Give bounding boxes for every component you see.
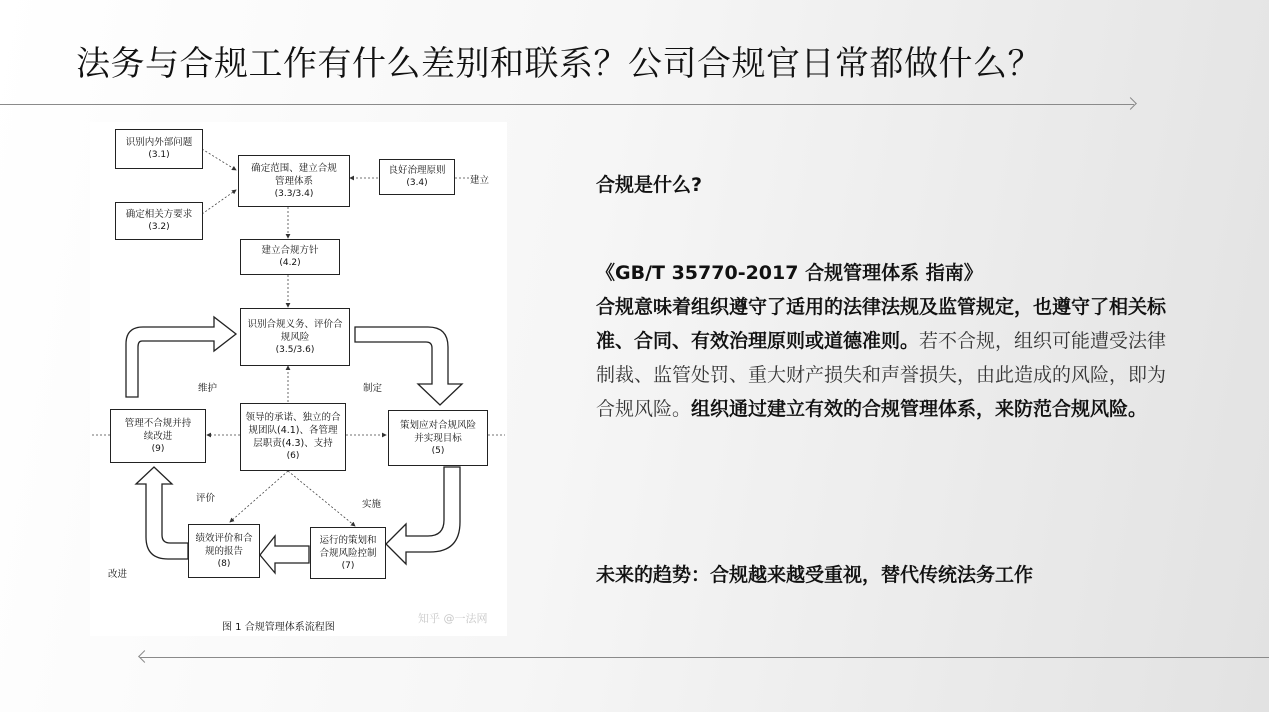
figure-caption: 图 1 合规管理体系流程图 (222, 622, 335, 633)
box-label: 识别内外部问题 (125, 137, 193, 148)
box-ref: (3.4) (406, 178, 428, 188)
box-label: 绩效评价和合规的报告 (195, 532, 253, 557)
flow-box-performance-evaluation (188, 524, 260, 578)
definition-paragraph (596, 290, 1171, 426)
flow-box-planning (388, 410, 488, 466)
box-label: 策划应对合规风险并实现目标 (399, 419, 476, 444)
box-label: 识别合规义务、评价合规风险 (247, 318, 343, 343)
bottom-divider-arrow-icon (138, 650, 151, 663)
compliance-flowchart-image (90, 122, 507, 636)
flow-box-operational-control (310, 527, 386, 579)
top-divider-line (0, 104, 1134, 105)
label-evaluate: 评价 (196, 493, 216, 504)
label-implement: 实施 (362, 499, 382, 510)
flow-box-identify-issues (115, 129, 203, 169)
flow-box-manage-noncompliance (110, 409, 206, 463)
label-formulate: 制定 (363, 383, 383, 394)
standard-title: 《GB/T 35770-2017 合规管理体系 指南》 (596, 262, 983, 284)
box-ref: (9) (151, 443, 165, 454)
label-build: 建立 (470, 175, 490, 186)
label-improve: 改进 (108, 569, 128, 580)
definition-normal: 若不合规，组织可能遭受法律制裁、监管处罚、重大财产损失和声誉损失，由此造成的风险，即为合规风险。 (596, 330, 1167, 420)
watermark-text: 知乎 @一法网 (418, 612, 488, 625)
box-label: 领导的承诺、独立的合规团队(4.1)、各管理层职责(4.3)、支持 (245, 412, 341, 449)
definition-bold-2: 组织通过建立有效的合规管理体系，来防范合规风险。 (691, 398, 1148, 420)
box-ref: (3.1) (148, 150, 170, 160)
question-heading: 合规是什么? (596, 174, 703, 196)
label-maintain: 维护 (198, 383, 218, 394)
flow-box-compliance-policy (240, 239, 340, 275)
top-divider-arrow-icon (1124, 97, 1137, 110)
flow-box-governance-principles (379, 159, 455, 195)
flow-box-identify-obligations (240, 308, 350, 366)
bottom-divider-line (140, 657, 1269, 658)
box-ref: (3.2) (148, 222, 170, 232)
box-label: 运行的策划和合规风险控制 (319, 534, 377, 559)
slide-title: 法务与合规工作有什么差别和联系？公司合规官日常都做什么？ (76, 44, 1042, 84)
box-label: 确定范围、建立合规管理体系 (251, 162, 337, 187)
definition-bold-1: 合规意味着组织遵守了适用的法律法规及监管规定，也遵守了相关标准、合同、有效治理原则或道德准则。 (596, 296, 1167, 352)
box-label: 管理不合规并持续改进 (124, 417, 192, 442)
box-ref: (3.5/3.6) (275, 344, 315, 355)
box-ref: (7) (341, 560, 355, 571)
box-label: 建立合规方针 (261, 245, 319, 256)
trend-statement: 未来的趋势：合规越来越受重视，替代传统法务工作 (596, 564, 1034, 586)
box-label: 良好治理原则 (388, 165, 446, 176)
flow-box-leadership (240, 403, 346, 471)
flow-box-stakeholder-requirements (115, 202, 203, 240)
box-label: 确定相关方要求 (125, 209, 193, 220)
box-ref: (8) (217, 558, 231, 569)
box-ref: (6) (286, 451, 300, 461)
box-ref: (5) (431, 445, 445, 456)
box-ref: (3.3/3.4) (274, 188, 314, 199)
box-ref: (4.2) (279, 258, 301, 268)
flow-box-scope-system (238, 155, 350, 207)
